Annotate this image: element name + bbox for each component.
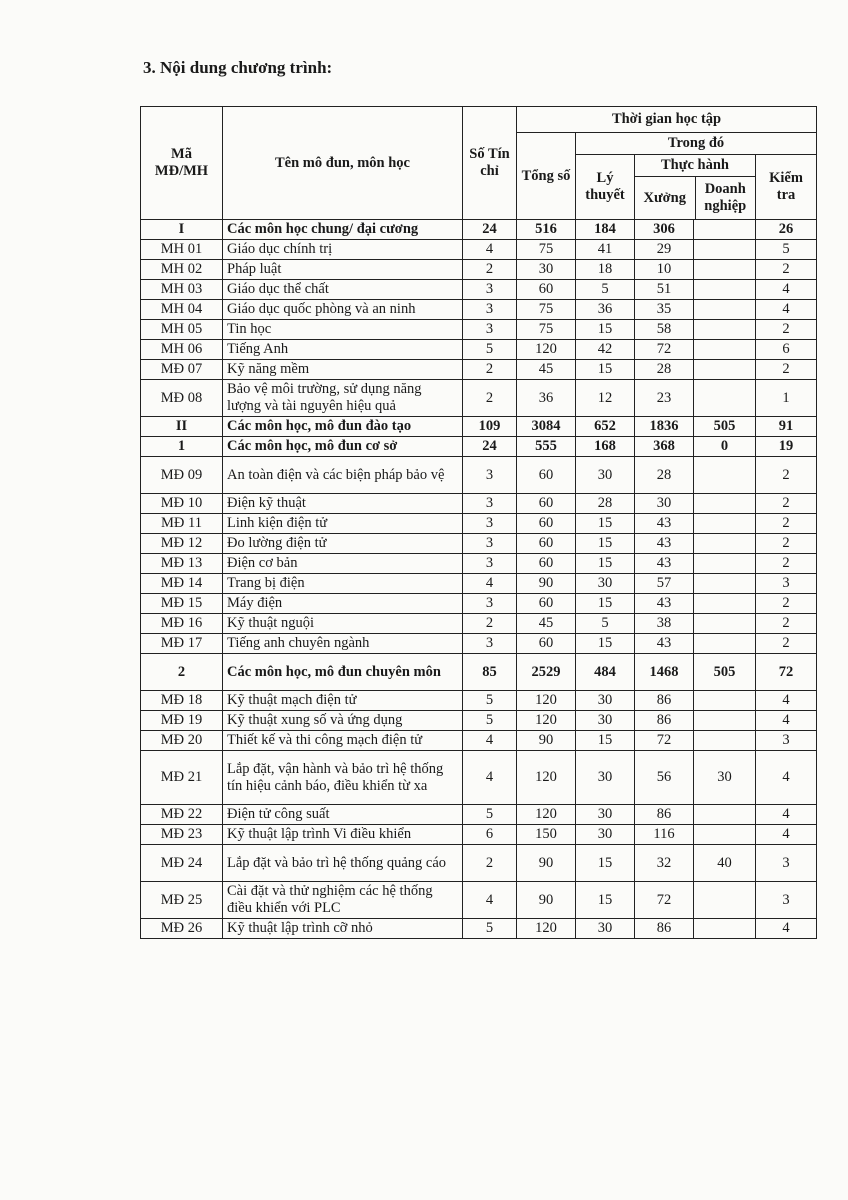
cell-code: MĐ 16 bbox=[141, 614, 223, 634]
cell-total: 3084 bbox=[517, 417, 576, 437]
cell-enterprise bbox=[694, 260, 756, 280]
cell-workshop: 72 bbox=[635, 731, 694, 751]
cell-name: Tiếng anh chuyên ngành bbox=[223, 634, 463, 654]
cell-credits: 2 bbox=[463, 260, 517, 280]
header-name: Tên mô đun, môn học bbox=[223, 107, 463, 220]
cell-name: Tiếng Anh bbox=[223, 340, 463, 360]
cell-enterprise: 40 bbox=[694, 845, 756, 882]
cell-enterprise bbox=[694, 280, 756, 300]
cell-code: MĐ 13 bbox=[141, 554, 223, 574]
header-workshop: Xưởng bbox=[635, 177, 696, 219]
cell-code: MĐ 12 bbox=[141, 534, 223, 554]
cell-code: MĐ 11 bbox=[141, 514, 223, 534]
cell-enterprise bbox=[694, 919, 756, 939]
cell-exam: 2 bbox=[756, 514, 817, 534]
cell-credits: 3 bbox=[463, 457, 517, 494]
cell-credits: 85 bbox=[463, 654, 517, 691]
cell-theory: 30 bbox=[576, 751, 635, 805]
cell-total: 60 bbox=[517, 280, 576, 300]
cell-name: Kỹ thuật lập trình Vi điều khiển bbox=[223, 825, 463, 845]
cell-workshop: 72 bbox=[635, 882, 694, 919]
cell-workshop: 306 bbox=[635, 220, 694, 240]
table-row bbox=[141, 919, 817, 939]
cell-total: 60 bbox=[517, 457, 576, 494]
cell-theory: 12 bbox=[576, 380, 635, 417]
cell-theory: 30 bbox=[576, 825, 635, 845]
cell-total: 75 bbox=[517, 320, 576, 340]
cell-total: 120 bbox=[517, 711, 576, 731]
cell-name: Cài đặt và thử nghiệm các hệ thống điều khiển với PLC bbox=[223, 882, 463, 919]
cell-code: MĐ 20 bbox=[141, 731, 223, 751]
table-row bbox=[141, 514, 817, 534]
cell-workshop: 32 bbox=[635, 845, 694, 882]
cell-exam: 4 bbox=[756, 825, 817, 845]
cell-total: 30 bbox=[517, 260, 576, 280]
group-row bbox=[141, 654, 817, 691]
cell-workshop: 1468 bbox=[635, 654, 694, 691]
cell-name: Pháp luật bbox=[223, 260, 463, 280]
header-total: Tổng số bbox=[517, 133, 576, 220]
table-row bbox=[141, 634, 817, 654]
table-row bbox=[141, 845, 817, 882]
cell-theory: 42 bbox=[576, 340, 635, 360]
cell-total: 60 bbox=[517, 554, 576, 574]
cell-exam: 3 bbox=[756, 845, 817, 882]
cell-credits: 5 bbox=[463, 340, 517, 360]
cell-theory: 5 bbox=[576, 280, 635, 300]
cell-name: Kỹ thuật lập trình cỡ nhỏ bbox=[223, 919, 463, 939]
cell-credits: 3 bbox=[463, 494, 517, 514]
cell-credits: 5 bbox=[463, 711, 517, 731]
cell-exam: 2 bbox=[756, 320, 817, 340]
cell-workshop: 43 bbox=[635, 594, 694, 614]
header-enterprise: Doanh nghiệp bbox=[704, 181, 747, 214]
cell-credits: 3 bbox=[463, 634, 517, 654]
cell-name: Máy điện bbox=[223, 594, 463, 614]
cell-theory: 30 bbox=[576, 919, 635, 939]
cell-theory: 15 bbox=[576, 845, 635, 882]
cell-theory: 30 bbox=[576, 457, 635, 494]
cell-code: MĐ 10 bbox=[141, 494, 223, 514]
cell-workshop: 72 bbox=[635, 340, 694, 360]
table-row bbox=[141, 825, 817, 845]
table-row bbox=[141, 300, 817, 320]
cell-credits: 3 bbox=[463, 534, 517, 554]
cell-exam: 2 bbox=[756, 457, 817, 494]
header-credits: Số Tín chỉ bbox=[463, 107, 517, 220]
table-row bbox=[141, 614, 817, 634]
cell-code: MĐ 08 bbox=[141, 380, 223, 417]
table-row bbox=[141, 554, 817, 574]
cell-theory: 484 bbox=[576, 654, 635, 691]
cell-enterprise bbox=[694, 711, 756, 731]
table-row bbox=[141, 711, 817, 731]
cell-exam: 4 bbox=[756, 691, 817, 711]
cell-name: Giáo dục chính trị bbox=[223, 240, 463, 260]
cell-exam: 2 bbox=[756, 260, 817, 280]
cell-code: MĐ 26 bbox=[141, 919, 223, 939]
cell-name: Các môn học, mô đun cơ sở bbox=[223, 437, 463, 457]
cell-credits: 2 bbox=[463, 380, 517, 417]
cell-theory: 15 bbox=[576, 360, 635, 380]
header-within: Trong đó bbox=[576, 133, 817, 155]
cell-credits: 2 bbox=[463, 614, 517, 634]
cell-name: Các môn học chung/ đại cương bbox=[223, 220, 463, 240]
cell-enterprise: 505 bbox=[694, 417, 756, 437]
cell-enterprise bbox=[694, 534, 756, 554]
cell-exam: 2 bbox=[756, 494, 817, 514]
cell-name: Bảo vệ môi trường, sử dụng năng lượng và tài nguyên hiệu quả bbox=[223, 380, 463, 417]
page-title: 3. Nội dung chương trình: bbox=[143, 58, 333, 77]
cell-exam: 2 bbox=[756, 614, 817, 634]
cell-enterprise bbox=[694, 691, 756, 711]
cell-credits: 3 bbox=[463, 320, 517, 340]
header-exam: Kiểm tra bbox=[756, 155, 817, 220]
cell-code: MĐ 17 bbox=[141, 634, 223, 654]
cell-credits: 2 bbox=[463, 360, 517, 380]
cell-code: MĐ 21 bbox=[141, 751, 223, 805]
cell-theory: 15 bbox=[576, 514, 635, 534]
cell-total: 60 bbox=[517, 494, 576, 514]
cell-credits: 109 bbox=[463, 417, 517, 437]
header-theory: Lý thuyết bbox=[576, 155, 635, 220]
cell-credits: 4 bbox=[463, 882, 517, 919]
table-row bbox=[141, 805, 817, 825]
cell-total: 120 bbox=[517, 340, 576, 360]
cell-enterprise bbox=[694, 360, 756, 380]
header-practice-group bbox=[635, 155, 756, 220]
cell-workshop: 1836 bbox=[635, 417, 694, 437]
cell-code: MĐ 24 bbox=[141, 845, 223, 882]
cell-total: 555 bbox=[517, 437, 576, 457]
cell-name: Điện cơ bản bbox=[223, 554, 463, 574]
cell-name: Điện kỹ thuật bbox=[223, 494, 463, 514]
table-row bbox=[141, 260, 817, 280]
table-row bbox=[141, 574, 817, 594]
cell-workshop: 43 bbox=[635, 534, 694, 554]
cell-workshop: 86 bbox=[635, 919, 694, 939]
cell-credits: 3 bbox=[463, 300, 517, 320]
cell-code: I bbox=[141, 220, 223, 240]
cell-exam: 1 bbox=[756, 380, 817, 417]
cell-total: 120 bbox=[517, 751, 576, 805]
cell-exam: 2 bbox=[756, 634, 817, 654]
cell-exam: 19 bbox=[756, 437, 817, 457]
cell-theory: 18 bbox=[576, 260, 635, 280]
cell-name: Trang bị điện bbox=[223, 574, 463, 594]
cell-theory: 5 bbox=[576, 614, 635, 634]
cell-enterprise bbox=[694, 340, 756, 360]
cell-code: MH 03 bbox=[141, 280, 223, 300]
cell-workshop: 86 bbox=[635, 805, 694, 825]
header-time: Thời gian học tập bbox=[517, 107, 817, 133]
cell-total: 60 bbox=[517, 514, 576, 534]
cell-workshop: 57 bbox=[635, 574, 694, 594]
cell-theory: 15 bbox=[576, 731, 635, 751]
cell-theory: 168 bbox=[576, 437, 635, 457]
cell-workshop: 368 bbox=[635, 437, 694, 457]
cell-enterprise: 0 bbox=[694, 437, 756, 457]
cell-total: 90 bbox=[517, 882, 576, 919]
cell-code: MH 05 bbox=[141, 320, 223, 340]
table-header bbox=[141, 107, 817, 220]
cell-enterprise: 30 bbox=[694, 751, 756, 805]
cell-enterprise bbox=[694, 380, 756, 417]
cell-credits: 3 bbox=[463, 280, 517, 300]
group-row bbox=[141, 417, 817, 437]
cell-exam: 2 bbox=[756, 554, 817, 574]
cell-theory: 30 bbox=[576, 711, 635, 731]
cell-theory: 652 bbox=[576, 417, 635, 437]
cell-workshop: 10 bbox=[635, 260, 694, 280]
cell-theory: 41 bbox=[576, 240, 635, 260]
cell-credits: 2 bbox=[463, 845, 517, 882]
cell-enterprise bbox=[694, 634, 756, 654]
cell-workshop: 23 bbox=[635, 380, 694, 417]
cell-credits: 6 bbox=[463, 825, 517, 845]
header-practice: Thực hành bbox=[635, 155, 755, 177]
cell-name: Giáo dục thể chất bbox=[223, 280, 463, 300]
table-row bbox=[141, 340, 817, 360]
cell-enterprise bbox=[694, 731, 756, 751]
cell-name: Lắp đặt và bảo trì hệ thống quảng cáo bbox=[223, 845, 463, 882]
cell-name: Các môn học, mô đun chuyên môn bbox=[223, 654, 463, 691]
cell-code: MH 04 bbox=[141, 300, 223, 320]
cell-name: Linh kiện điện tử bbox=[223, 514, 463, 534]
cell-theory: 30 bbox=[576, 574, 635, 594]
cell-total: 45 bbox=[517, 614, 576, 634]
cell-total: 75 bbox=[517, 300, 576, 320]
table-row bbox=[141, 360, 817, 380]
cell-workshop: 29 bbox=[635, 240, 694, 260]
cell-workshop: 28 bbox=[635, 360, 694, 380]
cell-enterprise bbox=[694, 494, 756, 514]
cell-name: Các môn học, mô đun đào tạo bbox=[223, 417, 463, 437]
cell-workshop: 86 bbox=[635, 711, 694, 731]
cell-code: MH 01 bbox=[141, 240, 223, 260]
cell-credits: 4 bbox=[463, 240, 517, 260]
cell-credits: 24 bbox=[463, 437, 517, 457]
cell-code: MĐ 18 bbox=[141, 691, 223, 711]
cell-exam: 3 bbox=[756, 731, 817, 751]
cell-exam: 4 bbox=[756, 919, 817, 939]
cell-total: 90 bbox=[517, 574, 576, 594]
cell-theory: 30 bbox=[576, 691, 635, 711]
cell-total: 2529 bbox=[517, 654, 576, 691]
cell-workshop: 43 bbox=[635, 514, 694, 534]
cell-enterprise bbox=[694, 882, 756, 919]
cell-exam: 91 bbox=[756, 417, 817, 437]
table-row bbox=[141, 280, 817, 300]
cell-exam: 2 bbox=[756, 594, 817, 614]
cell-name: Kỹ thuật nguội bbox=[223, 614, 463, 634]
cell-total: 150 bbox=[517, 825, 576, 845]
cell-code: MH 06 bbox=[141, 340, 223, 360]
cell-exam: 6 bbox=[756, 340, 817, 360]
cell-credits: 3 bbox=[463, 514, 517, 534]
table-row bbox=[141, 882, 817, 919]
cell-theory: 28 bbox=[576, 494, 635, 514]
table-row bbox=[141, 731, 817, 751]
cell-total: 90 bbox=[517, 731, 576, 751]
cell-theory: 15 bbox=[576, 634, 635, 654]
cell-theory: 15 bbox=[576, 534, 635, 554]
table-row bbox=[141, 534, 817, 554]
table-row bbox=[141, 691, 817, 711]
cell-credits: 3 bbox=[463, 554, 517, 574]
cell-workshop: 35 bbox=[635, 300, 694, 320]
cell-enterprise bbox=[694, 614, 756, 634]
cell-name: Tin học bbox=[223, 320, 463, 340]
cell-exam: 4 bbox=[756, 280, 817, 300]
cell-credits: 5 bbox=[463, 919, 517, 939]
curriculum-table bbox=[140, 106, 817, 939]
table-row bbox=[141, 320, 817, 340]
table-row bbox=[141, 457, 817, 494]
cell-exam: 3 bbox=[756, 882, 817, 919]
cell-enterprise bbox=[694, 554, 756, 574]
cell-enterprise bbox=[694, 574, 756, 594]
cell-total: 120 bbox=[517, 805, 576, 825]
cell-enterprise bbox=[694, 220, 756, 240]
cell-exam: 3 bbox=[756, 574, 817, 594]
cell-exam: 26 bbox=[756, 220, 817, 240]
cell-total: 45 bbox=[517, 360, 576, 380]
cell-credits: 3 bbox=[463, 594, 517, 614]
cell-enterprise bbox=[694, 240, 756, 260]
cell-enterprise bbox=[694, 825, 756, 845]
cell-name: Lắp đặt, vận hành và bảo trì hệ thống tín hiệu cảnh báo, điều khiển từ xa bbox=[223, 751, 463, 805]
table-body bbox=[141, 220, 817, 939]
cell-total: 75 bbox=[517, 240, 576, 260]
cell-workshop: 28 bbox=[635, 457, 694, 494]
cell-workshop: 30 bbox=[635, 494, 694, 514]
cell-workshop: 58 bbox=[635, 320, 694, 340]
cell-code: MĐ 07 bbox=[141, 360, 223, 380]
cell-name: Thiết kế và thi công mạch điện tử bbox=[223, 731, 463, 751]
cell-name: Đo lường điện tử bbox=[223, 534, 463, 554]
table-row bbox=[141, 240, 817, 260]
cell-enterprise bbox=[694, 457, 756, 494]
cell-total: 516 bbox=[517, 220, 576, 240]
group-row bbox=[141, 437, 817, 457]
cell-workshop: 51 bbox=[635, 280, 694, 300]
cell-code: MĐ 25 bbox=[141, 882, 223, 919]
cell-name: Điện tử công suất bbox=[223, 805, 463, 825]
table-row bbox=[141, 494, 817, 514]
cell-name: Kỹ thuật mạch điện tử bbox=[223, 691, 463, 711]
cell-theory: 15 bbox=[576, 320, 635, 340]
cell-exam: 5 bbox=[756, 240, 817, 260]
cell-total: 120 bbox=[517, 919, 576, 939]
cell-theory: 15 bbox=[576, 594, 635, 614]
cell-workshop: 116 bbox=[635, 825, 694, 845]
cell-credits: 4 bbox=[463, 574, 517, 594]
group-row bbox=[141, 220, 817, 240]
cell-credits: 4 bbox=[463, 751, 517, 805]
cell-total: 120 bbox=[517, 691, 576, 711]
cell-theory: 30 bbox=[576, 805, 635, 825]
cell-workshop: 38 bbox=[635, 614, 694, 634]
cell-credits: 24 bbox=[463, 220, 517, 240]
cell-code: II bbox=[141, 417, 223, 437]
cell-name: Kỹ thuật xung số và ứng dụng bbox=[223, 711, 463, 731]
cell-name: Kỹ năng mềm bbox=[223, 360, 463, 380]
cell-enterprise bbox=[694, 320, 756, 340]
cell-exam: 2 bbox=[756, 360, 817, 380]
table-row bbox=[141, 751, 817, 805]
cell-enterprise bbox=[694, 805, 756, 825]
cell-credits: 4 bbox=[463, 731, 517, 751]
cell-exam: 4 bbox=[756, 711, 817, 731]
table-row bbox=[141, 594, 817, 614]
cell-name: An toàn điện và các biện pháp bảo vệ bbox=[223, 457, 463, 494]
table-row bbox=[141, 380, 817, 417]
cell-exam: 4 bbox=[756, 300, 817, 320]
cell-workshop: 86 bbox=[635, 691, 694, 711]
cell-total: 60 bbox=[517, 634, 576, 654]
cell-theory: 184 bbox=[576, 220, 635, 240]
cell-workshop: 56 bbox=[635, 751, 694, 805]
cell-exam: 4 bbox=[756, 805, 817, 825]
cell-exam: 72 bbox=[756, 654, 817, 691]
cell-code: MĐ 15 bbox=[141, 594, 223, 614]
cell-enterprise bbox=[694, 514, 756, 534]
cell-total: 60 bbox=[517, 594, 576, 614]
cell-enterprise bbox=[694, 594, 756, 614]
cell-exam: 4 bbox=[756, 751, 817, 805]
cell-code: MĐ 19 bbox=[141, 711, 223, 731]
cell-credits: 5 bbox=[463, 691, 517, 711]
cell-code: MĐ 14 bbox=[141, 574, 223, 594]
cell-theory: 15 bbox=[576, 882, 635, 919]
cell-name: Giáo dục quốc phòng và an ninh bbox=[223, 300, 463, 320]
cell-code: 2 bbox=[141, 654, 223, 691]
cell-code: MĐ 23 bbox=[141, 825, 223, 845]
cell-enterprise bbox=[694, 300, 756, 320]
cell-code: MH 02 bbox=[141, 260, 223, 280]
cell-workshop: 43 bbox=[635, 634, 694, 654]
cell-credits: 5 bbox=[463, 805, 517, 825]
cell-total: 60 bbox=[517, 534, 576, 554]
cell-exam: 2 bbox=[756, 534, 817, 554]
cell-code: MĐ 09 bbox=[141, 457, 223, 494]
header-code: Mã MĐ/MH bbox=[141, 107, 223, 220]
cell-total: 90 bbox=[517, 845, 576, 882]
cell-code: 1 bbox=[141, 437, 223, 457]
cell-enterprise: 505 bbox=[694, 654, 756, 691]
cell-total: 36 bbox=[517, 380, 576, 417]
cell-theory: 36 bbox=[576, 300, 635, 320]
cell-workshop: 43 bbox=[635, 554, 694, 574]
cell-theory: 15 bbox=[576, 554, 635, 574]
cell-code: MĐ 22 bbox=[141, 805, 223, 825]
